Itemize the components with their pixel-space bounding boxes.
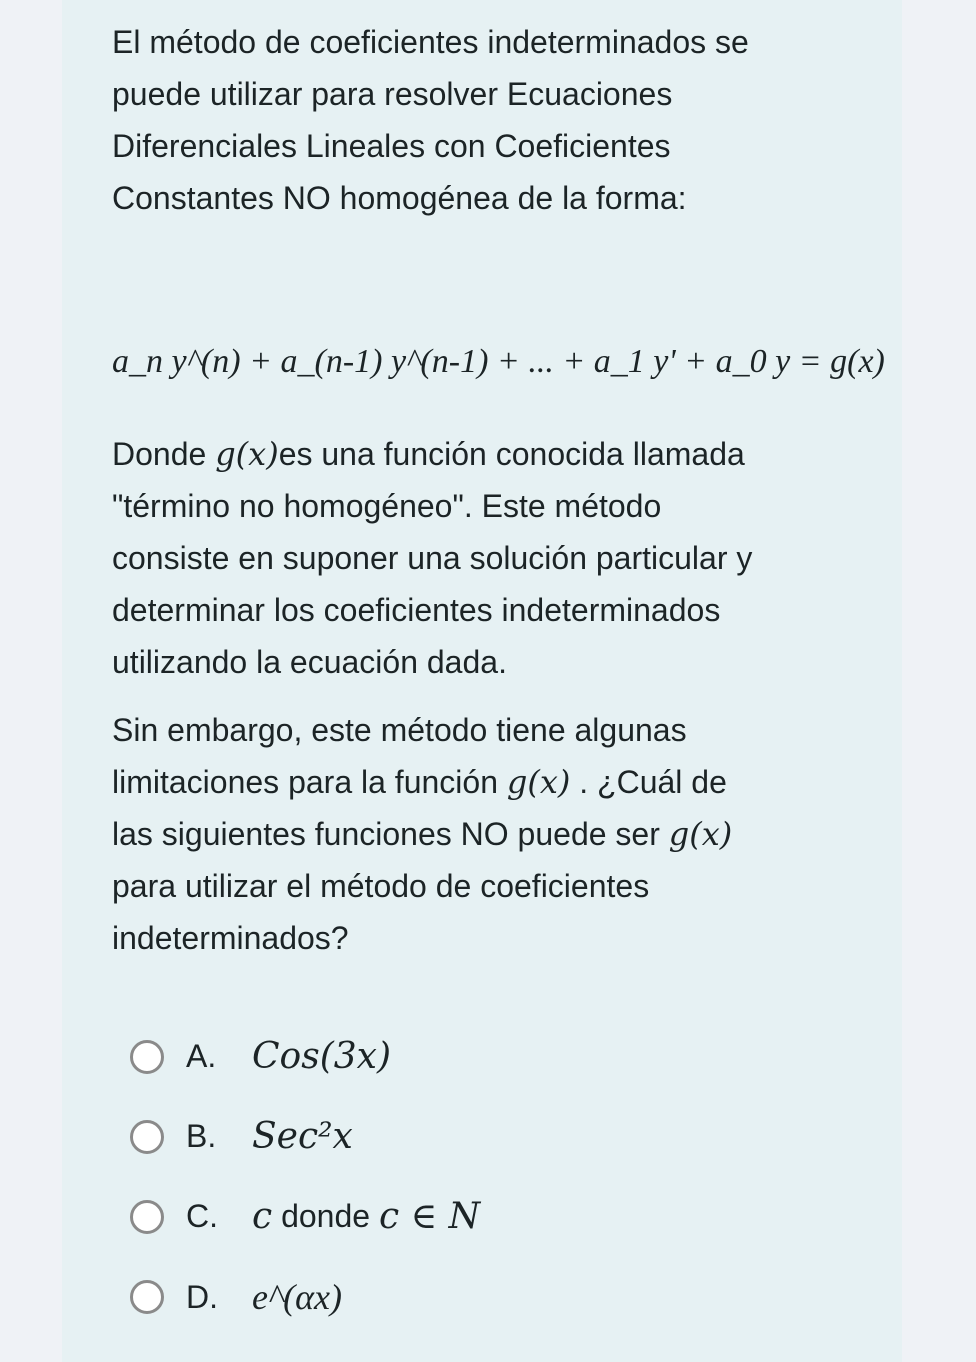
option-math: c <box>252 1196 273 1237</box>
intro-line: El método de coeficientes indeterminados se <box>112 24 749 60</box>
text: es una función conocida llamada <box>278 436 745 472</box>
differential-equation: a_n y^(n) + a_(n-1) y^(n-1) + ... + a_1 y' + a_0 y = g(x) <box>112 343 885 380</box>
para2-line: "término no homogéneo". Este método <box>112 488 662 524</box>
text: las siguientes funciones NO puede ser <box>112 816 669 852</box>
option-d[interactable] <box>130 1276 342 1318</box>
option-a[interactable] <box>130 1036 391 1077</box>
option-text: donde <box>272 1198 379 1234</box>
option-letter: D. <box>186 1278 218 1315</box>
radio-button[interactable] <box>130 1040 164 1074</box>
intro-line: Diferenciales Lineales con Coeficientes <box>112 128 671 164</box>
option-math: e^(αx) <box>252 1277 343 1317</box>
radio-button[interactable] <box>130 1120 164 1154</box>
math-gx: g(x) <box>668 815 733 853</box>
text: . ¿Cuál de <box>570 764 727 800</box>
option-b[interactable] <box>130 1116 353 1157</box>
para2-line: utilizando la ecuación dada. <box>112 644 507 680</box>
option-math: Sec²x <box>252 1116 353 1157</box>
para3-line: para utilizar el método de coeficientes <box>112 868 650 904</box>
text: Donde <box>112 436 216 472</box>
para3-line <box>112 762 727 802</box>
math-gx: g(x) <box>506 763 571 801</box>
option-math: c ∈ N <box>378 1196 481 1237</box>
radio-button[interactable] <box>130 1200 164 1234</box>
text: limitaciones para la función <box>112 764 507 800</box>
option-letter: A. <box>186 1038 217 1074</box>
option-letter: C. <box>186 1198 218 1234</box>
option-math: Cos(3x) <box>252 1036 391 1077</box>
para3-line <box>112 814 732 854</box>
math-gx: g(x) <box>215 435 279 473</box>
intro-line: Constantes NO homogénea de la forma: <box>112 180 687 216</box>
para3-line: indeterminados? <box>112 920 349 956</box>
option-letter: B. <box>186 1118 217 1154</box>
para3-line: Sin embargo, este método tiene algunas <box>112 712 687 748</box>
option-c[interactable] <box>130 1196 480 1237</box>
para2-line: consiste en suponer una solución particular y <box>112 540 753 576</box>
para2-line: determinar los coeficientes indeterminados <box>112 592 721 628</box>
radio-button[interactable] <box>130 1280 164 1314</box>
para2-line <box>112 434 745 474</box>
intro-line: puede utilizar para resolver Ecuaciones <box>112 76 673 112</box>
